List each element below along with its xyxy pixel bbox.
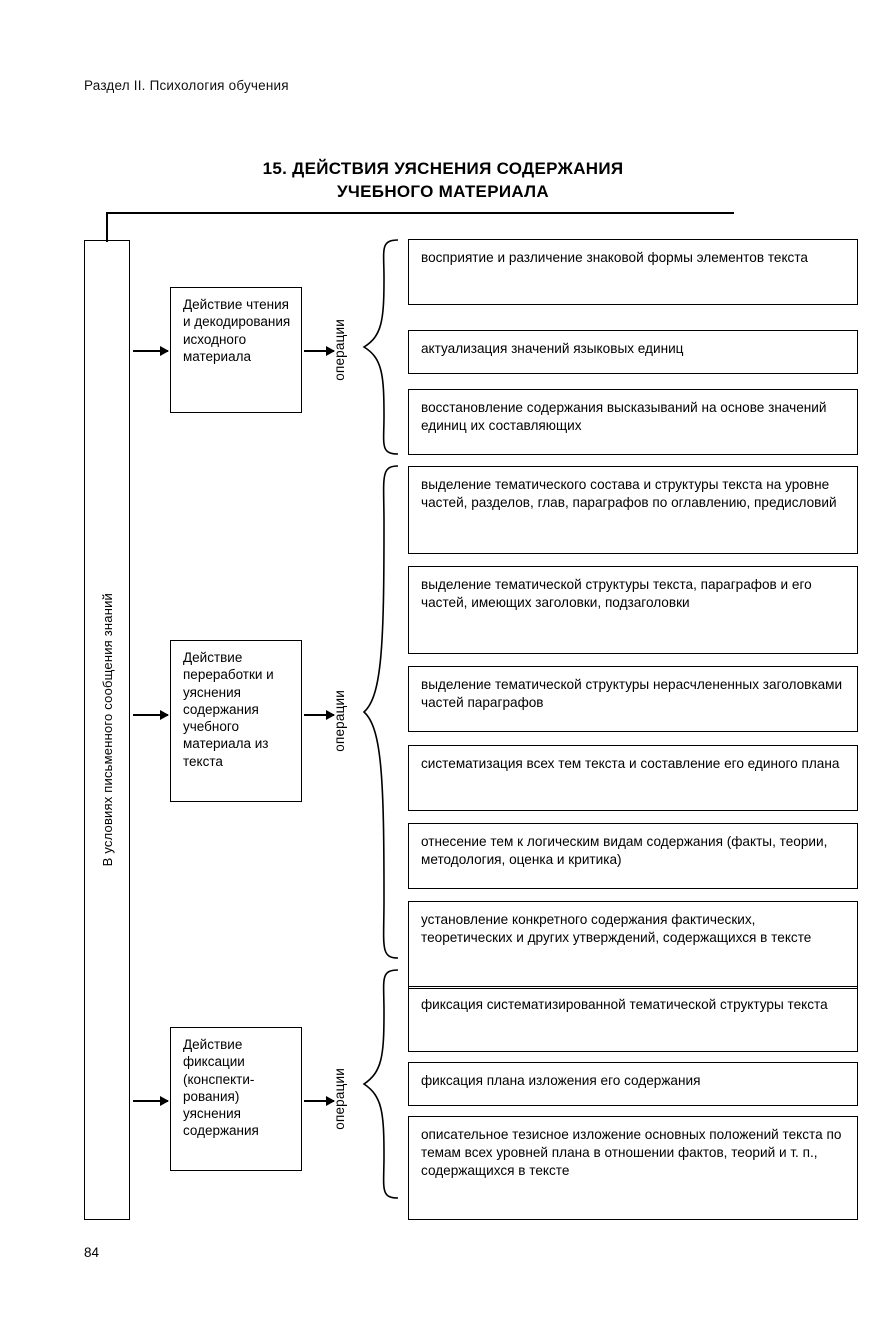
action-box-2-text: Действие переработки и уяснения содержания учебного материала из текста — [183, 650, 274, 769]
item-box-2-2-text: выделение тематической структуры текста, параграфов и его частей, имеющих заголовки, подзаголовки — [421, 577, 812, 611]
operations-label-3 — [326, 1027, 352, 1171]
action-box-3-text: Действие фиксации (конспектирования) уяснения содержания — [183, 1037, 259, 1139]
brace-2 — [358, 464, 404, 960]
item-box-1-1 — [408, 239, 858, 305]
brace-1 — [358, 238, 404, 456]
item-box-1-3 — [408, 389, 858, 455]
item-box-1-3-text: восстановление содержания высказываний на основе значений единиц их составляющих — [421, 400, 827, 434]
arrow-to-action-2 — [133, 714, 168, 716]
action-box-3 — [170, 1027, 302, 1171]
item-box-2-6-text: установление конкретного содержания фактических, теоретических и других утверждений, содержащихся в тексте — [421, 912, 812, 946]
item-box-1-2 — [408, 330, 858, 374]
arrow-to-action-1 — [133, 350, 168, 352]
item-box-2-2 — [408, 566, 858, 654]
operations-label-2 — [326, 640, 352, 802]
item-box-3-1-text: фиксация систематизированной тематической структуры текста — [421, 997, 828, 1012]
item-box-3-3 — [408, 1116, 858, 1220]
item-box-2-6 — [408, 901, 858, 989]
spine-label-text: В условиях письменного сообщения знаний — [99, 593, 115, 867]
operations-label-3-text: операции — [331, 1068, 347, 1130]
brace-3 — [358, 968, 404, 1200]
item-box-1-1-text: восприятие и различение знаковой формы элементов текста — [421, 250, 808, 265]
page-title-line1: 15. ДЕЙСТВИЯ УЯСНЕНИЯ СОДЕРЖАНИЯ — [262, 159, 624, 178]
arrow-to-action-3 — [133, 1100, 168, 1102]
item-box-2-4 — [408, 745, 858, 811]
operations-label-2-text: операции — [331, 690, 347, 752]
operations-label-1-text: операции — [331, 319, 347, 381]
title-rule-elbow — [106, 212, 108, 242]
operations-label-1 — [326, 287, 352, 413]
page-title-line2: УЧЕБНОГО МАТЕРИАЛА — [337, 181, 549, 201]
item-box-3-1 — [408, 986, 858, 1052]
item-box-2-5 — [408, 823, 858, 889]
item-box-1-2-text: актуализация значений языковых единиц — [421, 341, 684, 356]
item-box-3-2 — [408, 1062, 858, 1106]
page-number: 84 — [84, 1245, 100, 1260]
running-head: Раздел II. Психология обучения — [84, 78, 289, 93]
item-box-3-3-text: описательное тезисное изложение основных положений текста по темам всех уровней плана в отношении фактов, теорий и т. п., содержащихся в тексте — [421, 1127, 842, 1179]
item-box-2-1 — [408, 466, 858, 554]
item-box-3-2-text: фиксация плана изложения его содержания — [421, 1073, 701, 1088]
page-title — [0, 158, 886, 204]
title-rule — [106, 212, 734, 214]
item-box-2-3-text: выделение тематической структуры нерасчлененных заголовками частей параграфов — [421, 677, 843, 711]
item-box-2-5-text: отнесение тем к логическим видам содержания (факты, теории, методология, оценка и критика) — [421, 834, 828, 868]
action-box-1 — [170, 287, 302, 413]
item-box-2-4-text: систематизация всех тем текста и составление его единого плана — [421, 756, 840, 771]
item-box-2-3 — [408, 666, 858, 732]
spine-label — [84, 240, 130, 1220]
action-box-1-text: Действие чтения и декодирования исходного материала — [183, 297, 291, 364]
item-box-2-1-text: выделение тематического состава и структуры текста на уровне частей, разделов, глав, параграфов по оглавлению, предисловий — [421, 477, 837, 511]
action-box-2 — [170, 640, 302, 802]
